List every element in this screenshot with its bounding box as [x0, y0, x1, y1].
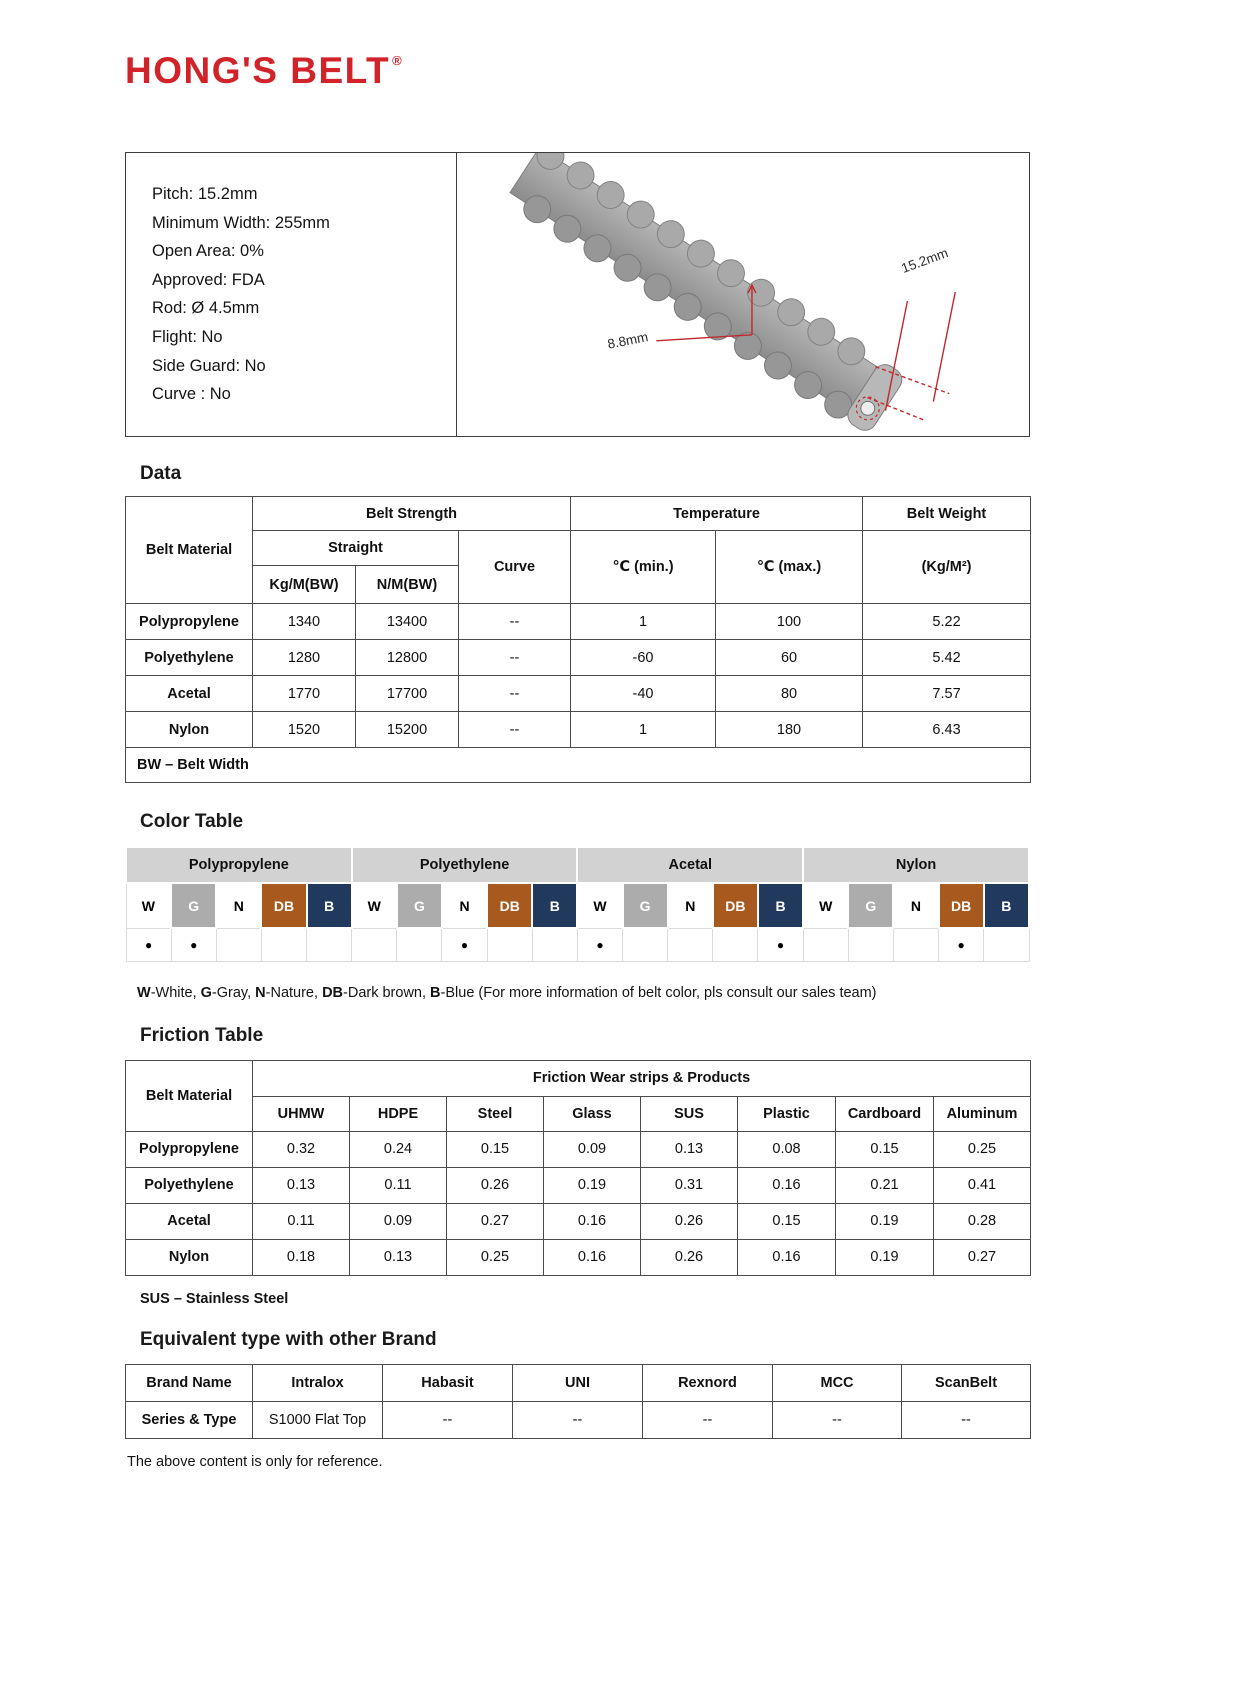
data-cell: 0.08 — [738, 1131, 836, 1167]
reference-note: The above content is only for reference. — [127, 1453, 383, 1470]
data-cell: 0.15 — [836, 1131, 934, 1167]
availability-dot-cell — [261, 928, 306, 961]
data-cell: 15200 — [356, 712, 459, 748]
data-cell: 5.42 — [863, 640, 1031, 676]
color-table — [125, 846, 1030, 962]
data-cell: 0.31 — [641, 1167, 738, 1203]
data-cell: 1340 — [253, 604, 356, 640]
availability-dot-cell — [216, 928, 261, 961]
data-cell: 0.16 — [738, 1239, 836, 1275]
spec-flight: Flight: No — [152, 327, 223, 346]
legend-code-db: DB — [322, 984, 344, 1001]
availability-dot-cell — [623, 928, 668, 961]
data-cell: 180 — [716, 712, 863, 748]
table-row — [126, 1239, 1031, 1275]
availability-dot-cell — [893, 928, 938, 961]
color-code-cell: N — [442, 883, 487, 928]
material-cell: Nylon — [126, 1239, 253, 1275]
color-code-cell: W — [352, 883, 397, 928]
data-cell: 0.25 — [934, 1131, 1031, 1167]
data-cell: 0.41 — [934, 1167, 1031, 1203]
availability-dot-cell — [352, 928, 397, 961]
availability-dot-cell: ● — [126, 928, 171, 961]
header-uhmw: UHMW — [253, 1096, 350, 1131]
dim-thickness-label: 8.8mm — [606, 329, 650, 352]
data-cell: 1520 — [253, 712, 356, 748]
friction-table — [125, 1060, 1031, 1276]
data-cell: 80 — [716, 676, 863, 712]
data-cell: -- — [902, 1401, 1031, 1438]
color-legend — [125, 985, 1030, 1001]
color-code-cell: W — [126, 883, 171, 928]
legend-code-b: B — [430, 984, 441, 1001]
table-row — [126, 676, 1031, 712]
data-table — [125, 496, 1031, 783]
availability-dot-cell — [984, 928, 1029, 961]
data-cell: 0.26 — [641, 1203, 738, 1239]
table-row — [126, 640, 1031, 676]
color-code-cell: W — [577, 883, 622, 928]
header-belt-weight: Belt Weight — [863, 497, 1031, 531]
registered-mark: ® — [392, 53, 404, 68]
color-group-header: Polypropylene — [126, 847, 352, 883]
color-code-cell: G — [397, 883, 442, 928]
data-cell: 12800 — [356, 640, 459, 676]
color-code-cell: B — [532, 883, 577, 928]
legend-text: -Dark brown, — [343, 984, 431, 1001]
data-cell: 17700 — [356, 676, 459, 712]
header-curve: Curve — [459, 531, 571, 604]
series-type-label: Series & Type — [126, 1401, 253, 1438]
header-temp-min: ℃ (min.) — [571, 531, 716, 604]
header-steel: Steel — [447, 1096, 544, 1131]
brand-logo-text: HONG'S BELT — [125, 50, 391, 91]
legend-code-g: G — [200, 984, 212, 1001]
data-cell: -- — [773, 1401, 902, 1438]
table-row — [126, 712, 1031, 748]
legend-text: -Nature, — [265, 984, 323, 1001]
data-cell: 0.15 — [738, 1203, 836, 1239]
friction-section-title: Friction Table — [140, 1024, 264, 1046]
color-code-cell: G — [171, 883, 216, 928]
data-cell: -- — [459, 640, 571, 676]
header-n-m-bw: N/M(BW) — [356, 566, 459, 604]
header-brand: ScanBelt — [902, 1364, 1031, 1401]
data-cell: 0.11 — [350, 1167, 447, 1203]
material-cell: Acetal — [126, 676, 253, 712]
data-cell: -- — [459, 676, 571, 712]
data-cell: 0.15 — [447, 1131, 544, 1167]
table-row — [126, 1167, 1031, 1203]
header-belt-strength: Belt Strength — [253, 497, 571, 531]
spec-list — [126, 153, 456, 436]
availability-dot-cell: ● — [171, 928, 216, 961]
header-glass: Glass — [544, 1096, 641, 1131]
data-cell: 0.18 — [253, 1239, 350, 1275]
availability-dot-cell — [532, 928, 577, 961]
data-cell: 0.21 — [836, 1167, 934, 1203]
availability-dot-cell: ● — [577, 928, 622, 961]
data-cell: 7.57 — [863, 676, 1031, 712]
color-code-cell: N — [668, 883, 713, 928]
data-cell: 0.25 — [447, 1239, 544, 1275]
header-weight-unit: (Kg/M²) — [863, 531, 1031, 604]
dim-pitch-label: 15.2mm — [899, 245, 951, 276]
spec-rod: Rod: Ø 4.5mm — [152, 299, 260, 318]
data-cell: 1770 — [253, 676, 356, 712]
brand-logo — [125, 0, 1030, 92]
data-cell: 1 — [571, 712, 716, 748]
color-code-cell: B — [758, 883, 803, 928]
header-belt-material: Belt Material — [126, 1060, 253, 1131]
spec-minimum-width: Minimum Width: 255mm — [152, 213, 330, 232]
data-cell: -- — [459, 604, 571, 640]
data-cell: 0.19 — [544, 1167, 641, 1203]
data-cell: -- — [383, 1401, 513, 1438]
data-cell: -- — [643, 1401, 773, 1438]
header-hdpe: HDPE — [350, 1096, 447, 1131]
availability-dot-cell: ● — [939, 928, 984, 961]
brand-section-title: Equivalent type with other Brand — [140, 1328, 437, 1350]
belt-image-panel — [456, 153, 1029, 436]
data-cell: 0.16 — [544, 1203, 641, 1239]
legend-text: -Gray, — [211, 984, 256, 1001]
data-cell: 0.28 — [934, 1203, 1031, 1239]
color-code-cell: DB — [713, 883, 758, 928]
legend-code-n: N — [255, 984, 266, 1001]
header-cardboard: Cardboard — [836, 1096, 934, 1131]
availability-dot-cell — [307, 928, 352, 961]
data-cell: 0.26 — [641, 1239, 738, 1275]
availability-dot-cell — [713, 928, 758, 961]
availability-dot-cell — [487, 928, 532, 961]
material-cell: Polyethylene — [126, 1167, 253, 1203]
data-section-title: Data — [140, 463, 182, 484]
color-code-cell: DB — [261, 883, 306, 928]
data-cell: -- — [459, 712, 571, 748]
color-code-cell: G — [848, 883, 893, 928]
table-row — [126, 1203, 1031, 1239]
color-group-header: Polyethylene — [352, 847, 578, 883]
legend-code-w: W — [137, 984, 151, 1001]
color-code-cell: B — [984, 883, 1029, 928]
data-cell: S1000 Flat Top — [253, 1401, 383, 1438]
color-code-cell: B — [307, 883, 352, 928]
data-cell: 1280 — [253, 640, 356, 676]
color-code-cell: N — [216, 883, 261, 928]
header-belt-material: Belt Material — [126, 497, 253, 604]
color-code-cell: N — [893, 883, 938, 928]
header-brand: Habasit — [383, 1364, 513, 1401]
header-brand-name: Brand Name — [126, 1364, 253, 1401]
spec-open-area: Open Area: 0% — [152, 242, 264, 261]
availability-dot-cell — [848, 928, 893, 961]
legend-text: -Blue (For more information of belt color, pls consult our sales team) — [440, 984, 877, 1001]
data-cell: 13400 — [356, 604, 459, 640]
header-temp-max: ℃ (max.) — [716, 531, 863, 604]
header-brand: Intralox — [253, 1364, 383, 1401]
sus-footnote: SUS – Stainless Steel — [140, 1290, 289, 1307]
header-straight: Straight — [253, 531, 459, 566]
data-cell: 0.27 — [934, 1239, 1031, 1275]
spec-curve: Curve : No — [152, 385, 231, 404]
legend-text: -White, — [150, 984, 201, 1001]
data-cell: 0.24 — [350, 1131, 447, 1167]
data-cell: 0.11 — [253, 1203, 350, 1239]
header-plastic: Plastic — [738, 1096, 836, 1131]
header-temperature: Temperature — [571, 497, 863, 531]
data-cell: 0.26 — [447, 1167, 544, 1203]
data-cell: 0.16 — [738, 1167, 836, 1203]
color-group-header: Acetal — [577, 847, 803, 883]
material-cell: Polypropylene — [126, 604, 253, 640]
header-sus: SUS — [641, 1096, 738, 1131]
data-cell: 0.16 — [544, 1239, 641, 1275]
material-cell: Polyethylene — [126, 640, 253, 676]
data-cell: -40 — [571, 676, 716, 712]
table-row — [126, 1131, 1031, 1167]
header-brand: UNI — [513, 1364, 643, 1401]
data-cell: 60 — [716, 640, 863, 676]
data-cell: 5.22 — [863, 604, 1031, 640]
header-brand: MCC — [773, 1364, 902, 1401]
data-cell: 6.43 — [863, 712, 1031, 748]
color-section-title: Color Table — [140, 811, 244, 832]
table-footnote-bw: BW – Belt Width — [126, 748, 1031, 783]
data-cell: 0.13 — [253, 1167, 350, 1203]
data-cell: 100 — [716, 604, 863, 640]
table-row — [126, 1401, 1031, 1438]
availability-dot-cell — [397, 928, 442, 961]
spec-panel — [125, 152, 1030, 437]
data-cell: 0.19 — [836, 1239, 934, 1275]
availability-dot-cell — [803, 928, 848, 961]
brand-table — [125, 1364, 1031, 1439]
content — [125, 0, 1030, 1470]
belt-illustration — [457, 153, 1029, 436]
color-code-cell: DB — [939, 883, 984, 928]
header-aluminum: Aluminum — [934, 1096, 1031, 1131]
data-cell: 0.19 — [836, 1203, 934, 1239]
data-cell: 0.27 — [447, 1203, 544, 1239]
header-kg-m-bw: Kg/M(BW) — [253, 566, 356, 604]
color-group-header: Nylon — [803, 847, 1029, 883]
belt-body — [503, 153, 909, 436]
material-cell: Acetal — [126, 1203, 253, 1239]
data-cell: -60 — [571, 640, 716, 676]
data-cell: 1 — [571, 604, 716, 640]
data-cell: 0.13 — [641, 1131, 738, 1167]
data-cell: -- — [513, 1401, 643, 1438]
material-cell: Nylon — [126, 712, 253, 748]
material-cell: Polypropylene — [126, 1131, 253, 1167]
color-code-cell: DB — [487, 883, 532, 928]
color-code-cell: G — [623, 883, 668, 928]
availability-dot-cell: ● — [442, 928, 487, 961]
spec-side-guard: Side Guard: No — [152, 356, 266, 375]
spec-pitch: Pitch: 15.2mm — [152, 185, 258, 203]
data-cell: 0.09 — [544, 1131, 641, 1167]
color-code-cell: W — [803, 883, 848, 928]
header-friction-products: Friction Wear strips & Products — [253, 1060, 1031, 1096]
table-row — [126, 604, 1031, 640]
header-brand: Rexnord — [643, 1364, 773, 1401]
data-cell: 0.09 — [350, 1203, 447, 1239]
data-cell: 0.32 — [253, 1131, 350, 1167]
spec-approved: Approved: FDA — [152, 270, 265, 289]
availability-dot-cell: ● — [758, 928, 803, 961]
availability-dot-cell — [668, 928, 713, 961]
data-cell: 0.13 — [350, 1239, 447, 1275]
